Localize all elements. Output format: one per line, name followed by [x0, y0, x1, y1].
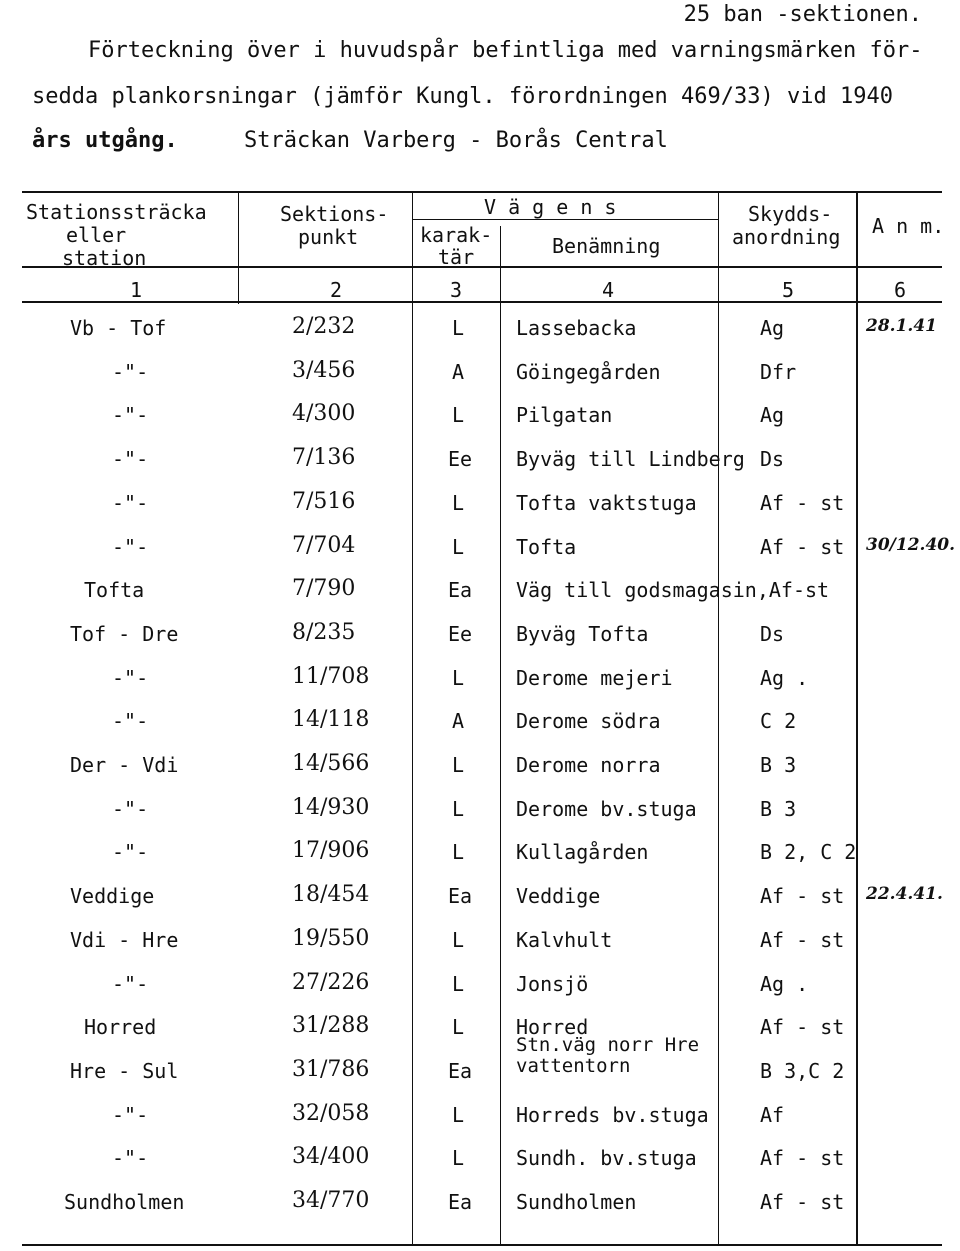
section-point-cell: 11/708: [292, 663, 370, 689]
section-point-cell: 2/232: [292, 314, 356, 339]
protection-cell: Af - st: [760, 490, 845, 515]
column-number-5: 5: [782, 278, 795, 302]
document-title-line-1: Förteckning över i huvudspår befintliga med varningsmärken för-: [88, 38, 923, 63]
protection-cell: Af - st: [760, 927, 845, 952]
character-cell: Ea: [448, 1058, 473, 1083]
character-cell: L: [452, 403, 465, 428]
road-name-cell: Derome bv.stuga: [516, 796, 697, 821]
station-cell: Hre - Sul: [70, 1058, 179, 1083]
station-cell: Tofta: [84, 578, 145, 603]
road-name-cell: Byväg till Lindberg: [516, 447, 745, 472]
road-name-cell: Kullagården: [516, 840, 649, 865]
protection-cell: B 2, C 2: [760, 840, 857, 865]
station-cell: Horred: [84, 1015, 157, 1040]
column-number-4: 4: [602, 278, 615, 302]
station-cell: -"-: [112, 971, 149, 996]
road-name-cell: Tofta vaktstuga: [516, 490, 697, 515]
station-cell: -"-: [112, 359, 149, 384]
column-divider-4: [718, 192, 719, 1246]
table-bottom-rule: [22, 1244, 942, 1246]
protection-cell: Ag: [760, 403, 785, 428]
protection-cell: Af - st: [760, 534, 845, 559]
protection-cell: B 3,C 2: [760, 1058, 845, 1083]
road-name-cell: Byväg Tofta: [516, 621, 649, 646]
character-cell: L: [452, 927, 465, 952]
protection-cell: Ag .: [760, 665, 809, 690]
header-bottom-rule: [22, 266, 942, 268]
section-point-cell: 31/288: [292, 1013, 370, 1039]
station-cell: -"-: [112, 1102, 149, 1127]
header-character-line-2: tär: [438, 245, 475, 269]
column-number-1: 1: [130, 278, 143, 302]
protection-cell: Af - st: [760, 884, 845, 909]
road-group-rule: [412, 219, 718, 220]
column-number-2: 2: [330, 278, 343, 302]
character-cell: Ea: [448, 578, 473, 603]
road-name-cell: Derome mejeri: [516, 665, 673, 690]
header-road-group: V ä g e n s: [484, 195, 617, 219]
road-name-cell: Pilgatan: [516, 403, 613, 428]
header-protection-line-2: anordning: [732, 225, 841, 249]
character-cell: Ea: [448, 1190, 473, 1214]
road-name-line-1: Stn.väg norr Hre: [516, 1033, 700, 1056]
page-reference: 25 ban -sektionen.: [683, 2, 922, 27]
protection-cell: Ds: [760, 447, 785, 472]
character-cell: L: [452, 1146, 465, 1171]
character-cell: L: [452, 490, 465, 515]
station-cell: Der - Vdi: [70, 753, 179, 777]
station-cell: Vdi - Hre: [70, 927, 179, 952]
section-point-cell: 7/704: [292, 532, 356, 558]
character-cell: L: [452, 316, 465, 340]
header-station-line-2: eller: [66, 223, 127, 247]
station-cell: -"-: [112, 534, 149, 559]
protection-cell: C 2: [760, 709, 797, 734]
protection-cell: Af - st: [760, 1146, 845, 1171]
column-number-3: 3: [450, 278, 463, 302]
document-title-line-2: sedda plankorsningar (jämför Kungl. förordningen 469/33) vid 1940: [32, 84, 893, 109]
column-divider-5: [856, 192, 858, 1246]
section-point-cell: 18/454: [292, 882, 370, 908]
station-cell: -"-: [112, 1146, 149, 1171]
station-cell: -"-: [112, 709, 149, 734]
road-name-cell: Jonsjö: [516, 971, 589, 996]
protection-cell: Af: [760, 1102, 785, 1127]
road-name-cell: Lassebacka: [516, 316, 637, 340]
road-name-cell: Veddige: [516, 884, 601, 909]
column-number-6: 6: [894, 278, 907, 302]
document-title-section: Sträckan Varberg - Borås Central: [244, 128, 668, 153]
section-point-cell: 14/118: [292, 707, 370, 733]
character-cell: L: [452, 1102, 465, 1127]
header-point-line-2: punkt: [298, 225, 359, 249]
character-cell: Ee: [448, 447, 473, 472]
character-cell: L: [452, 665, 465, 690]
character-cell: L: [452, 796, 465, 821]
section-point-cell: 17/906: [292, 838, 370, 864]
road-name-cell: Sundholmen: [516, 1190, 637, 1214]
header-point-line-1: Sektions-: [280, 202, 389, 226]
protection-cell: B 3: [760, 753, 797, 777]
road-name-cell: Horreds bv.stuga: [516, 1102, 709, 1127]
station-cell: -"-: [112, 490, 149, 515]
section-point-cell: 7/516: [292, 488, 356, 514]
road-name-cell: Horred: [516, 1015, 589, 1040]
section-point-cell: 7/790: [292, 576, 356, 602]
section-point-cell: 8/235: [292, 619, 356, 645]
section-point-cell: 34/400: [292, 1144, 370, 1170]
document-title-year-end: års utgång.: [32, 128, 178, 153]
character-cell: A: [452, 359, 465, 384]
protection-cell: B 3: [760, 796, 797, 821]
protection-cell: Ds: [760, 621, 785, 646]
character-cell: A: [452, 709, 465, 734]
character-cell: L: [452, 971, 465, 996]
protection-cell: Ag: [760, 316, 785, 340]
station-cell: Sundholmen: [64, 1190, 185, 1214]
section-point-cell: 31/786: [292, 1056, 370, 1082]
protection-cell: Ag .: [760, 971, 809, 996]
protection-cell: Dfr: [760, 359, 797, 384]
character-cell: Ee: [448, 621, 473, 646]
section-point-cell: 32/058: [292, 1100, 370, 1126]
station-cell: -"-: [112, 796, 149, 821]
header-protection-line-1: Skydds-: [748, 202, 833, 226]
protection-cell: Af - st: [760, 1190, 845, 1214]
road-name-cell: Göingegården: [516, 359, 661, 384]
road-name-cell: Tofta: [516, 534, 577, 559]
column-divider-1: [238, 192, 239, 304]
road-name-cell: Kalvhult: [516, 927, 613, 952]
road-name-cell: [516, 1035, 699, 1077]
station-cell: -"-: [112, 665, 149, 690]
character-cell: L: [452, 1015, 465, 1040]
protection-cell: Af - st: [760, 1015, 845, 1040]
header-remarks: A n m.: [872, 214, 945, 238]
station-cell: -"-: [112, 447, 149, 472]
section-point-cell: 7/136: [292, 445, 356, 471]
road-name-line-2: vattentorn: [516, 1054, 631, 1077]
section-point-cell: 14/930: [292, 794, 370, 820]
character-cell: L: [452, 840, 465, 865]
road-name-cell: Sundh. bv.stuga: [516, 1146, 697, 1171]
section-point-cell: 14/566: [292, 751, 370, 776]
station-cell: Vb - Tof: [70, 316, 167, 340]
section-point-cell: 34/770: [292, 1188, 370, 1213]
remark-cell: 28.1.41: [866, 316, 937, 336]
character-cell: L: [452, 534, 465, 559]
column-number-rule: [22, 301, 942, 303]
header-name: Benämning: [552, 234, 661, 258]
table-top-rule: [22, 191, 942, 193]
column-divider-2: [412, 192, 413, 1246]
section-point-cell: 3/456: [292, 357, 356, 383]
column-divider-3: [500, 226, 501, 1246]
header-station-line-3: station: [62, 246, 147, 270]
station-cell: -"-: [112, 403, 149, 428]
road-name-cell: Väg till godsmagasin,Af-st: [516, 578, 830, 603]
character-cell: Ea: [448, 884, 473, 909]
station-cell: Veddige: [70, 884, 155, 909]
remark-cell: 22.4.41.: [866, 884, 943, 905]
character-cell: L: [452, 753, 465, 777]
section-point-cell: 4/300: [292, 401, 356, 427]
road-name-cell: Derome södra: [516, 709, 661, 734]
remark-cell: 30/12.40.: [866, 534, 956, 555]
section-point-cell: 27/226: [292, 969, 370, 995]
section-point-cell: 19/550: [292, 925, 370, 951]
header-character-line-1: karak-: [420, 223, 493, 247]
station-cell: -"-: [112, 840, 149, 865]
road-name-cell: Derome norra: [516, 753, 661, 777]
station-cell: Tof - Dre: [70, 621, 179, 646]
header-station-line-1: Stationssträcka: [26, 200, 207, 224]
